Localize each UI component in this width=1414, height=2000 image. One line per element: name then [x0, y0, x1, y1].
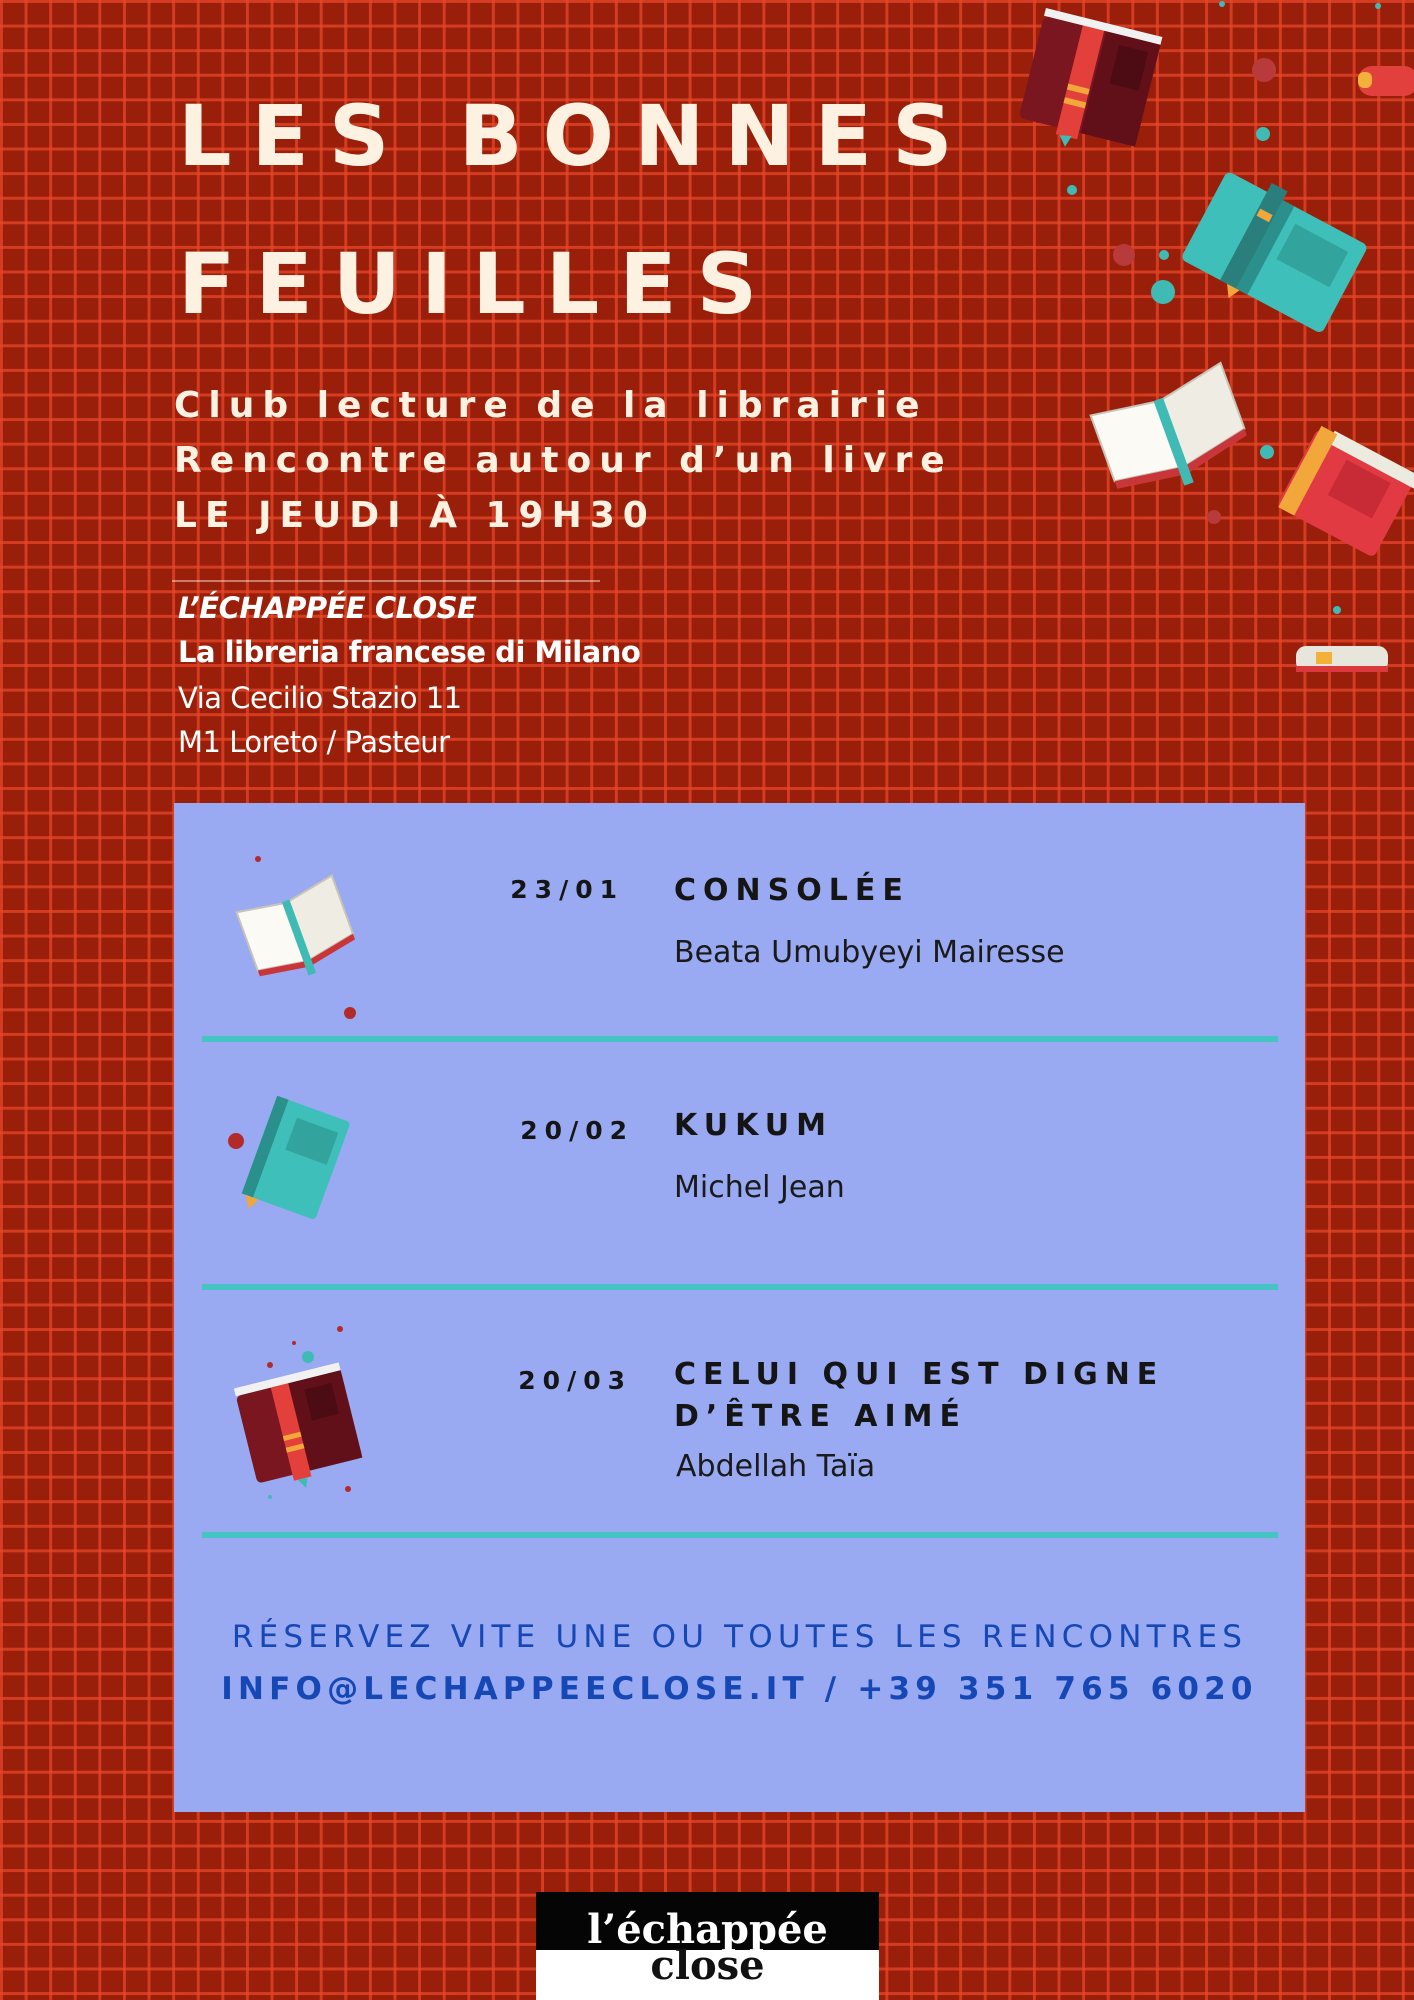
event-divider: [202, 1036, 1278, 1042]
event-date: 20/02: [520, 1116, 634, 1145]
event-title-line-1: CELUI QUI EST DIGNE: [674, 1357, 1165, 1392]
event-divider: [202, 1532, 1278, 1538]
event-author: Michel Jean: [674, 1170, 845, 1205]
event-date: 23/01: [510, 875, 624, 904]
program-panel: [174, 803, 1305, 1812]
event-title: [674, 1354, 1234, 1438]
subtitle-line-2: Rencontre autour d’un livre: [174, 440, 953, 481]
bookshop-address: Via Cecilio Stazio 11: [178, 681, 462, 715]
event-title: CONSOLÉE: [674, 873, 910, 908]
event-title-line-2: D’ÊTRE AIMÉ: [674, 1399, 968, 1434]
logo-line-1: l’échappée: [587, 1906, 828, 1953]
event-title: KUKUM: [674, 1108, 834, 1143]
subtitle-line-1: Club lecture de la librairie: [174, 385, 928, 426]
bookshop-metro: M1 Loreto / Pasteur: [178, 725, 450, 759]
open-book-icon: [234, 853, 354, 983]
event-date: 20/03: [518, 1366, 632, 1395]
bookshop-logo: [536, 1892, 879, 2000]
title-line-2: FEUILLES: [178, 235, 778, 333]
contact-link[interactable]: INFO@LECHAPPEECLOSE.IT / +39 351 765 6020: [221, 1671, 1258, 1707]
lying-book-icon: [1292, 640, 1392, 680]
bookshop-info: [178, 588, 640, 764]
logo-line-2: close: [650, 1942, 765, 1989]
event-author: Abdellah Taïa: [676, 1449, 876, 1484]
event-divider: [202, 1284, 1278, 1290]
confetti-dots-icon: [1040, 0, 1414, 640]
header-divider: [172, 580, 600, 582]
event-author: Beata Umubyeyi Mairesse: [674, 935, 1065, 970]
subtitle-line-3: LE JEUDI À 19H30: [174, 495, 656, 536]
red-book-icon: [224, 1313, 364, 1503]
title-line-1: LES BONNES: [178, 87, 973, 185]
teal-book-icon: [224, 1085, 354, 1225]
poster-subtitle: [174, 378, 953, 543]
bookshop-name: L’ÉCHAPPÉE CLOSE: [178, 591, 477, 625]
poster-title: [178, 62, 973, 358]
bookshop-tagline: La libreria francese di Milano: [178, 635, 641, 669]
reservation-text: RÉSERVEZ VITE UNE OU TOUTES LES RENCONTRES: [231, 1619, 1248, 1655]
